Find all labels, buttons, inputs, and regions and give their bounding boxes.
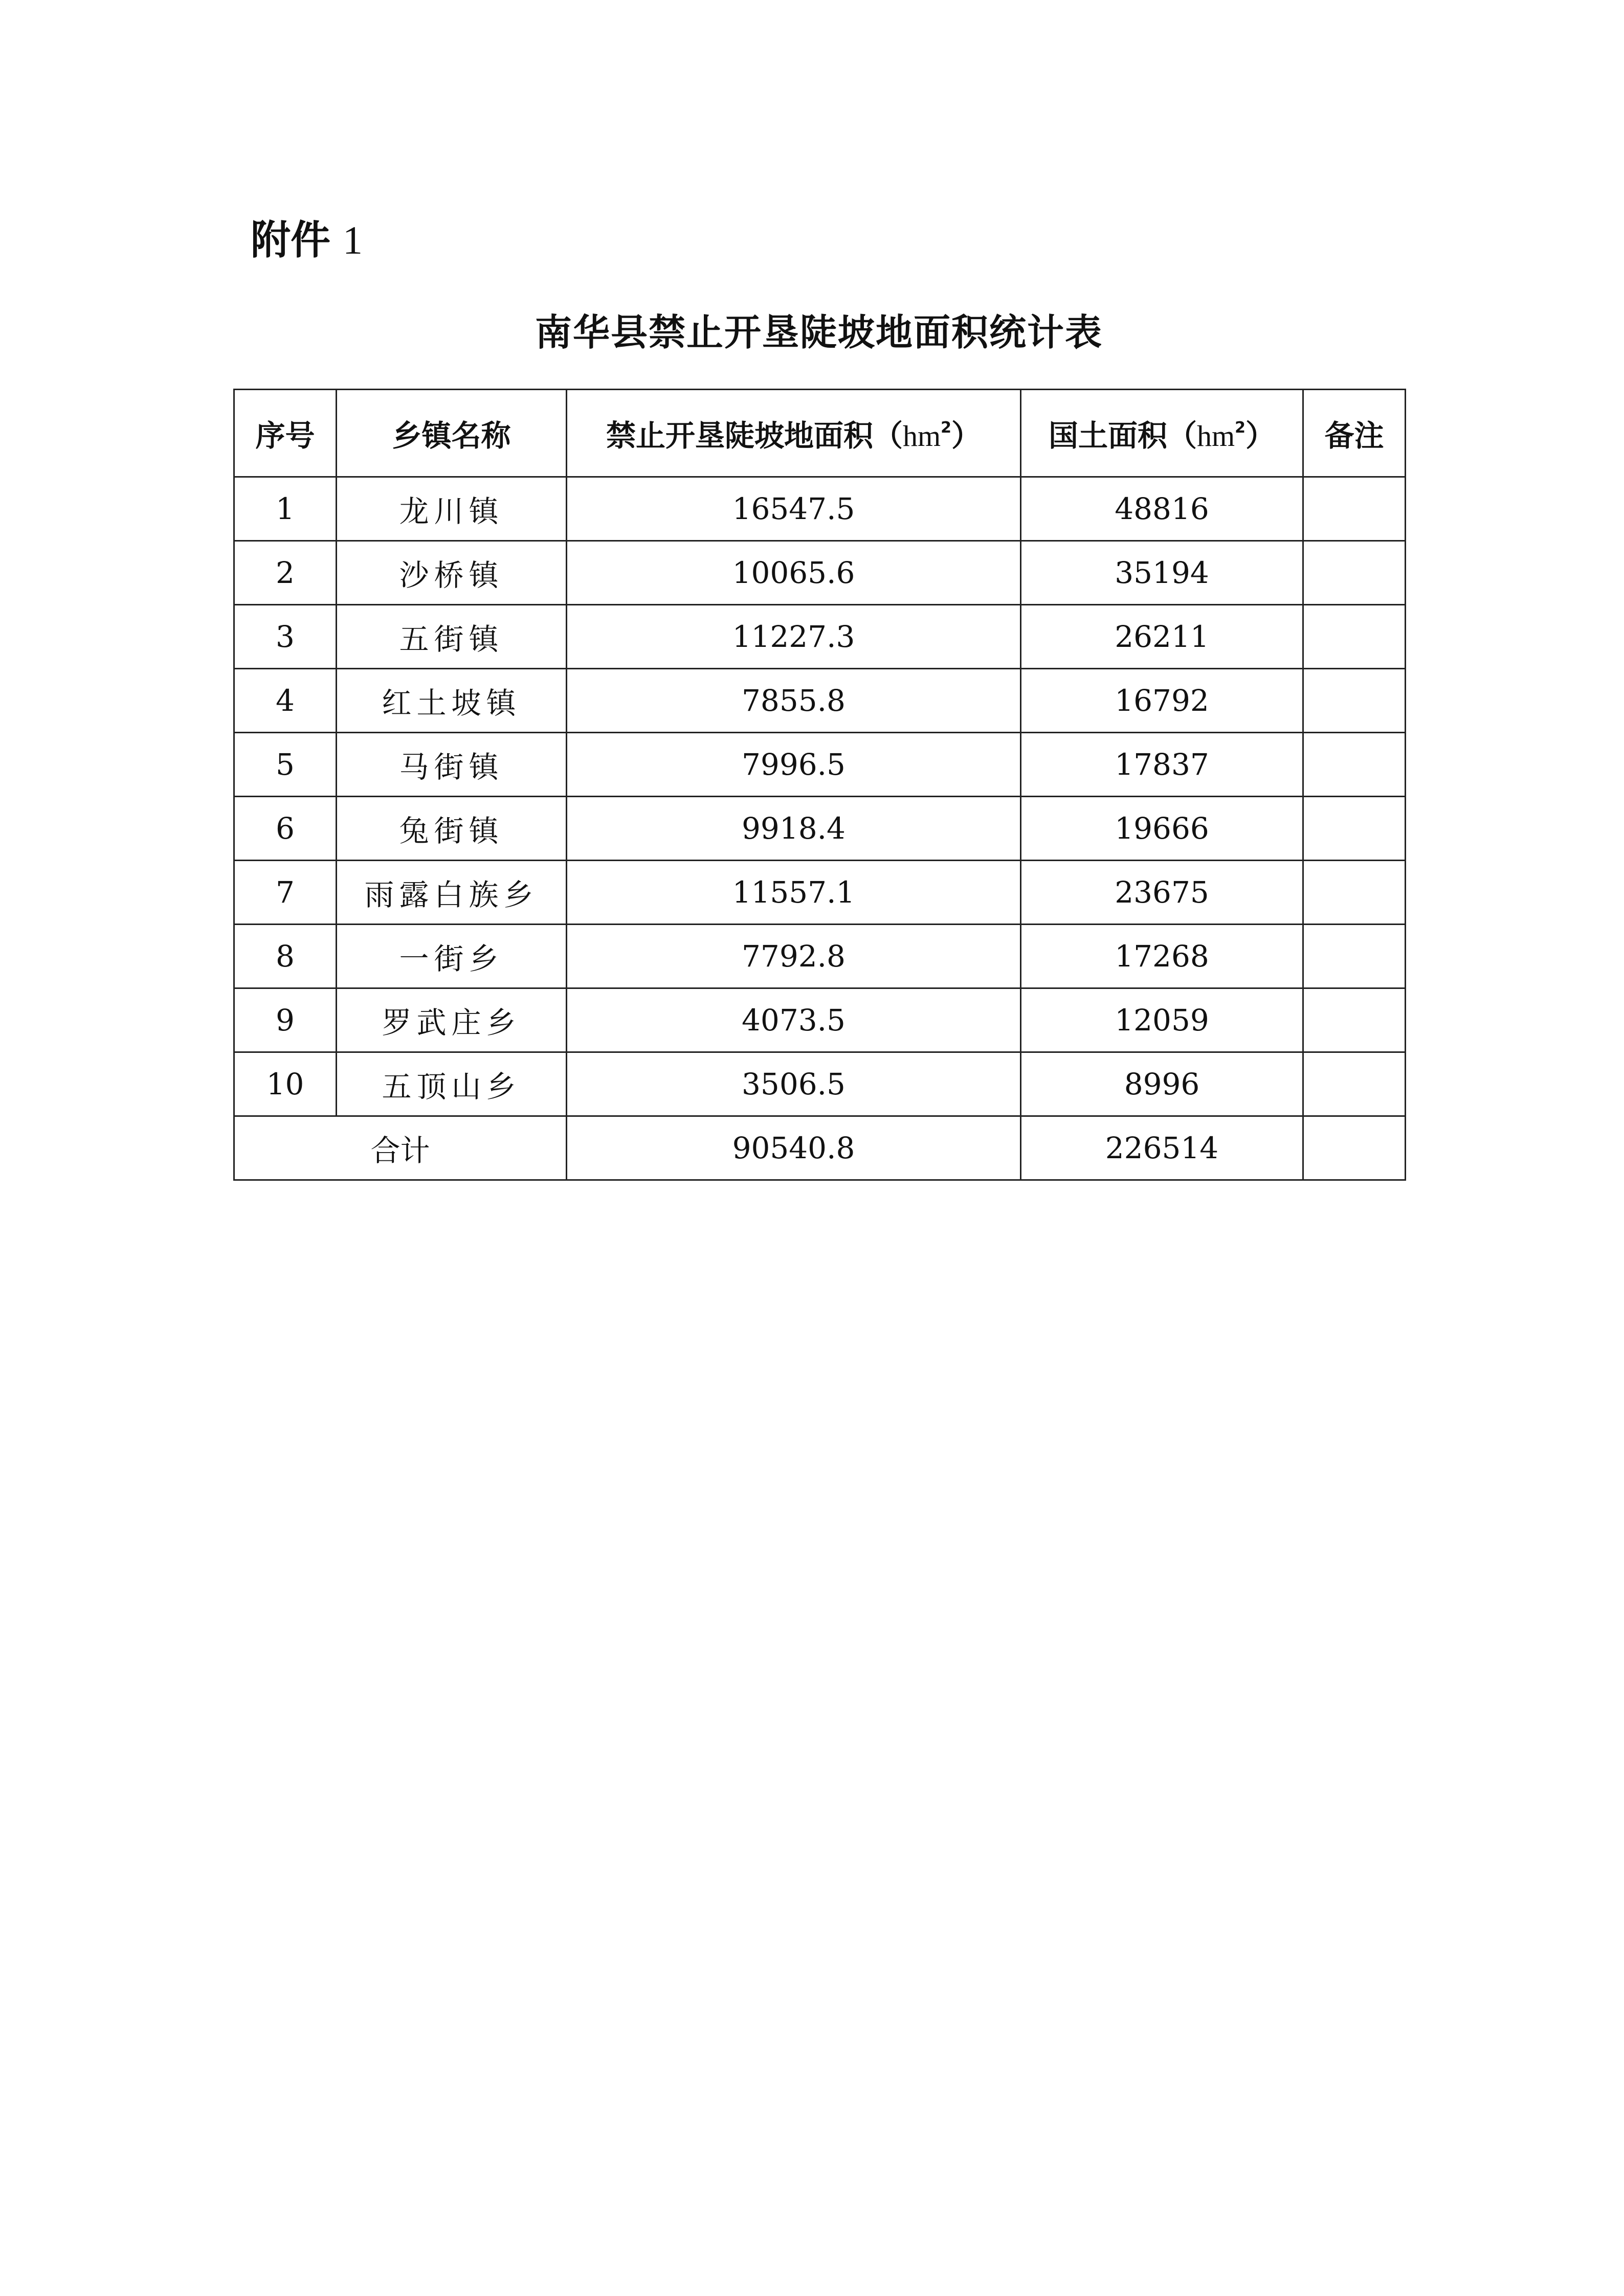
unit-superscript: 2: [941, 419, 951, 437]
cell-town: 红土坡镇: [337, 669, 567, 733]
cell-land-area: 48816: [1021, 477, 1303, 541]
cell-town: 五顶山乡: [337, 1052, 567, 1116]
cell-forbidden-area: 16547.5: [567, 477, 1021, 541]
cell-forbidden-area: 9918.4: [567, 797, 1021, 861]
table-row: [234, 669, 1406, 733]
cell-land-area: 17268: [1021, 925, 1303, 988]
cell-forbidden-area: 4073.5: [567, 988, 1021, 1052]
cell-town: 一街乡: [337, 925, 567, 988]
document-title: 南华县禁止开垦陡坡地面积统计表: [535, 311, 1103, 354]
attachment-label-text: 附件: [251, 217, 331, 263]
cell-land-area: 19666: [1021, 797, 1303, 861]
cell-remarks: [1303, 605, 1406, 669]
total-label: 合计: [234, 1116, 567, 1180]
cell-index: 5: [234, 733, 337, 797]
cell-forbidden-area: 11557.1: [567, 861, 1021, 925]
cell-index: 8: [234, 925, 337, 988]
header-remarks: 备注: [1303, 390, 1406, 477]
cell-remarks: [1303, 477, 1406, 541]
total-remarks: [1303, 1116, 1406, 1180]
table-row: [234, 861, 1406, 925]
statistics-table: [233, 389, 1406, 1181]
cell-land-area: 17837: [1021, 733, 1303, 797]
cell-index: 4: [234, 669, 337, 733]
header-forbidden-area: [567, 390, 1021, 477]
cell-remarks: [1303, 988, 1406, 1052]
cell-remarks: [1303, 797, 1406, 861]
unit-superscript: 2: [1235, 419, 1245, 437]
cell-town: 龙川镇: [337, 477, 567, 541]
cell-land-area: 12059: [1021, 988, 1303, 1052]
unit-close: ）: [951, 418, 982, 453]
table-row: [234, 925, 1406, 988]
unit-hm: hm: [903, 419, 941, 453]
cell-forbidden-area: 10065.6: [567, 541, 1021, 605]
cell-index: 10: [234, 1052, 337, 1116]
table-row: [234, 541, 1406, 605]
cell-forbidden-area: 3506.5: [567, 1052, 1021, 1116]
table-row: [234, 477, 1406, 541]
cell-land-area: 26211: [1021, 605, 1303, 669]
cell-remarks: [1303, 925, 1406, 988]
cell-forbidden-area: 7996.5: [567, 733, 1021, 797]
cell-forbidden-area: 7792.8: [567, 925, 1021, 988]
unit-hm: hm: [1197, 419, 1235, 453]
cell-land-area: 23675: [1021, 861, 1303, 925]
cell-land-area: 16792: [1021, 669, 1303, 733]
cell-town: 兔街镇: [337, 797, 567, 861]
header-land-area-label: 国土面积（: [1048, 418, 1197, 453]
attachment-label: [251, 210, 363, 271]
table-row: [234, 733, 1406, 797]
attachment-number: 1: [343, 218, 363, 262]
cell-remarks: [1303, 733, 1406, 797]
cell-town: 雨露白族乡: [337, 861, 567, 925]
cell-land-area: 8996: [1021, 1052, 1303, 1116]
cell-index: 1: [234, 477, 337, 541]
table-header-row: [234, 390, 1406, 477]
cell-town: 五街镇: [337, 605, 567, 669]
header-town: 乡镇名称: [337, 390, 567, 477]
cell-index: 3: [234, 605, 337, 669]
table-row: [234, 605, 1406, 669]
cell-forbidden-area: 11227.3: [567, 605, 1021, 669]
cell-land-area: 35194: [1021, 541, 1303, 605]
cell-index: 7: [234, 861, 337, 925]
cell-remarks: [1303, 861, 1406, 925]
header-forbidden-area-label: 禁止开垦陡坡地面积（: [606, 418, 903, 453]
table-row: [234, 1052, 1406, 1116]
table-total-row: [234, 1116, 1406, 1180]
cell-town: 沙桥镇: [337, 541, 567, 605]
total-land-area: 226514: [1021, 1116, 1303, 1180]
total-forbidden-area: 90540.8: [567, 1116, 1021, 1180]
header-land-area: [1021, 390, 1303, 477]
cell-town: 罗武庄乡: [337, 988, 567, 1052]
cell-index: 9: [234, 988, 337, 1052]
table-row: [234, 988, 1406, 1052]
cell-index: 2: [234, 541, 337, 605]
header-index: 序号: [234, 390, 337, 477]
cell-remarks: [1303, 669, 1406, 733]
unit-close: ）: [1245, 418, 1276, 453]
cell-remarks: [1303, 541, 1406, 605]
cell-index: 6: [234, 797, 337, 861]
cell-town: 马街镇: [337, 733, 567, 797]
table-row: [234, 797, 1406, 861]
cell-forbidden-area: 7855.8: [567, 669, 1021, 733]
cell-remarks: [1303, 1052, 1406, 1116]
